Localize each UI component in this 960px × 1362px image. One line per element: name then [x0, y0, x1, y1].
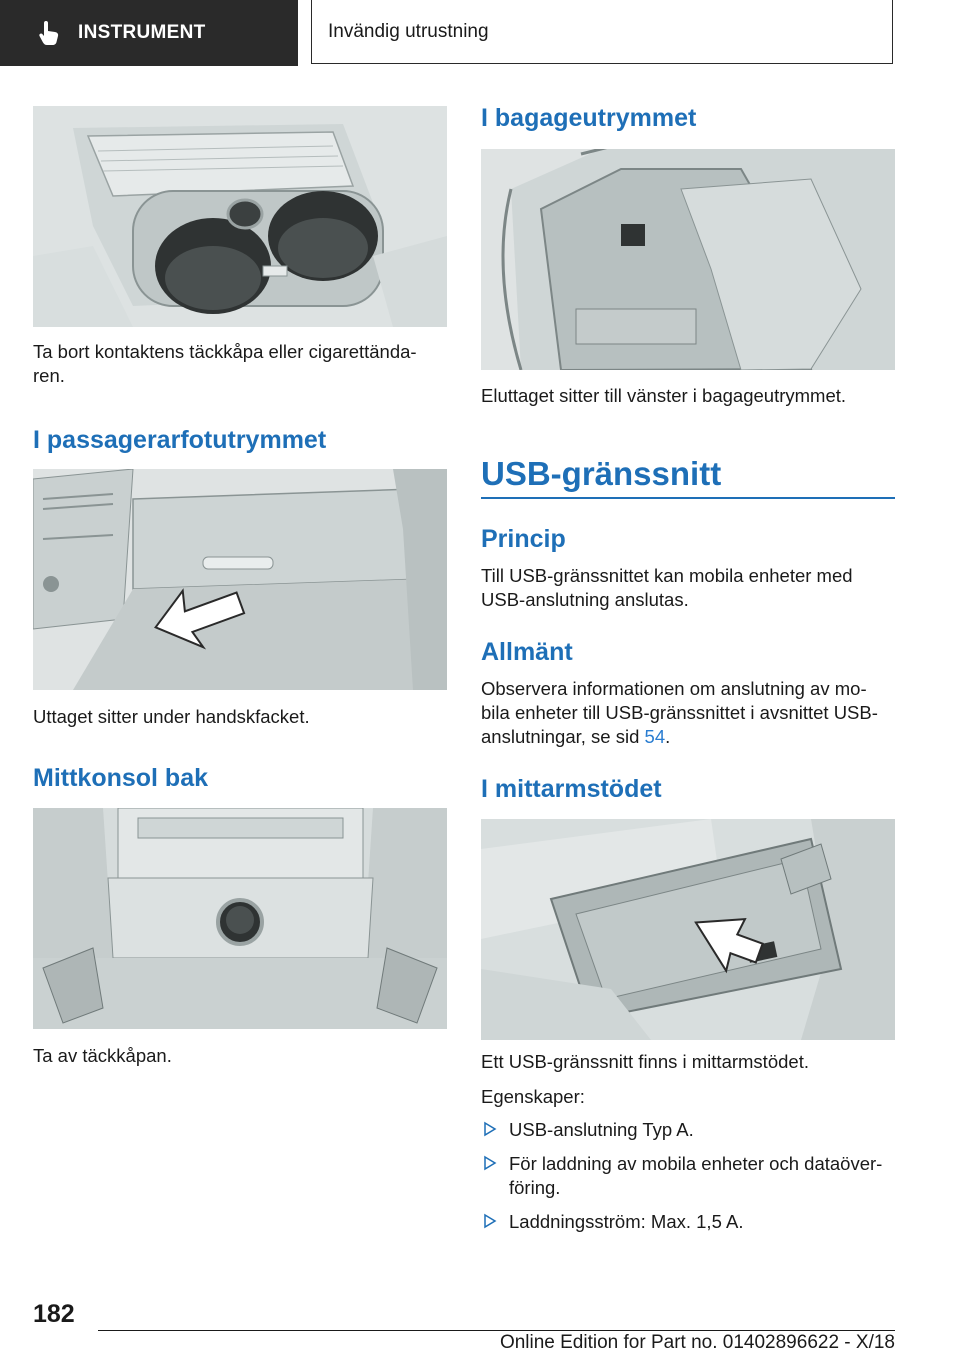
property-text: För laddning av mobila enheter och dataöver-föring. — [509, 1153, 883, 1198]
list-item — [481, 1152, 895, 1200]
section-tab-label: INSTRUMENT — [78, 22, 206, 43]
page-reference-link[interactable]: 54 — [644, 726, 666, 747]
general-text — [481, 677, 895, 749]
properties-list — [481, 1118, 895, 1244]
property-text: USB-anslutning Typ A. — [509, 1119, 694, 1140]
section-tab[interactable] — [0, 0, 298, 66]
cupholder-illustration — [33, 106, 447, 327]
properties-label: Egenskaper: — [481, 1086, 585, 1107]
glovebox-illustration — [33, 469, 447, 690]
rear-console-illustration — [33, 808, 447, 1029]
triangle-bullet-icon — [483, 1121, 497, 1137]
list-item — [481, 1210, 895, 1234]
trunk-illustration — [481, 149, 895, 370]
page-number: 182 — [33, 1300, 75, 1328]
armrest-text: Ett USB-gränssnitt finns i mittarmstödet. — [481, 1051, 809, 1072]
caption-rear-console: Ta av täckkåpan. — [33, 1045, 172, 1066]
chapter-tab-label: Invändig utrustning — [328, 20, 489, 42]
general-text-end: . — [665, 726, 671, 747]
footer-rule — [98, 1330, 895, 1331]
pointing-hand-icon — [38, 20, 60, 46]
heading-armrest: I mittarmstödet — [481, 775, 662, 803]
general-text-body: Observera informationen om anslutning av mo-bila enheter till USB-gränssnittet i avsnittet USB-anslutningar, se sid — [481, 678, 878, 747]
triangle-bullet-icon — [483, 1213, 497, 1229]
heading-rear-center-console: Mittkonsol bak — [33, 764, 209, 792]
list-item — [481, 1118, 895, 1142]
triangle-bullet-icon — [483, 1155, 497, 1171]
heading-passenger-footwell: I passagerarfotutrymmet — [33, 426, 327, 454]
caption-cupholder: Ta bort kontaktens täckkåpa eller cigarettända-ren. — [33, 341, 417, 386]
caption-trunk: Eluttaget sitter till vänster i bagageutrymmet. — [481, 385, 847, 406]
caption-glovebox: Uttaget sitter under handskfacket. — [33, 706, 310, 727]
heading-trunk: I bagageutrymmet — [481, 104, 697, 132]
section-title-rule — [481, 497, 895, 499]
heading-general: Allmänt — [481, 638, 573, 666]
property-text: Laddningsström: Max. 1,5 A. — [509, 1211, 744, 1232]
principle-text: Till USB-gränssnittet kan mobila enheter med USB-anslutning anslutas. — [481, 565, 853, 610]
chapter-tab[interactable] — [311, 0, 893, 64]
page-header — [0, 0, 960, 66]
heading-principle: Princip — [481, 525, 566, 553]
armrest-usb-illustration — [481, 819, 895, 1040]
edition-footer: Online Edition for Part no. 01402896622 - X/18 — [499, 1332, 895, 1353]
section-title-usb: USB-gränssnitt — [481, 455, 722, 492]
